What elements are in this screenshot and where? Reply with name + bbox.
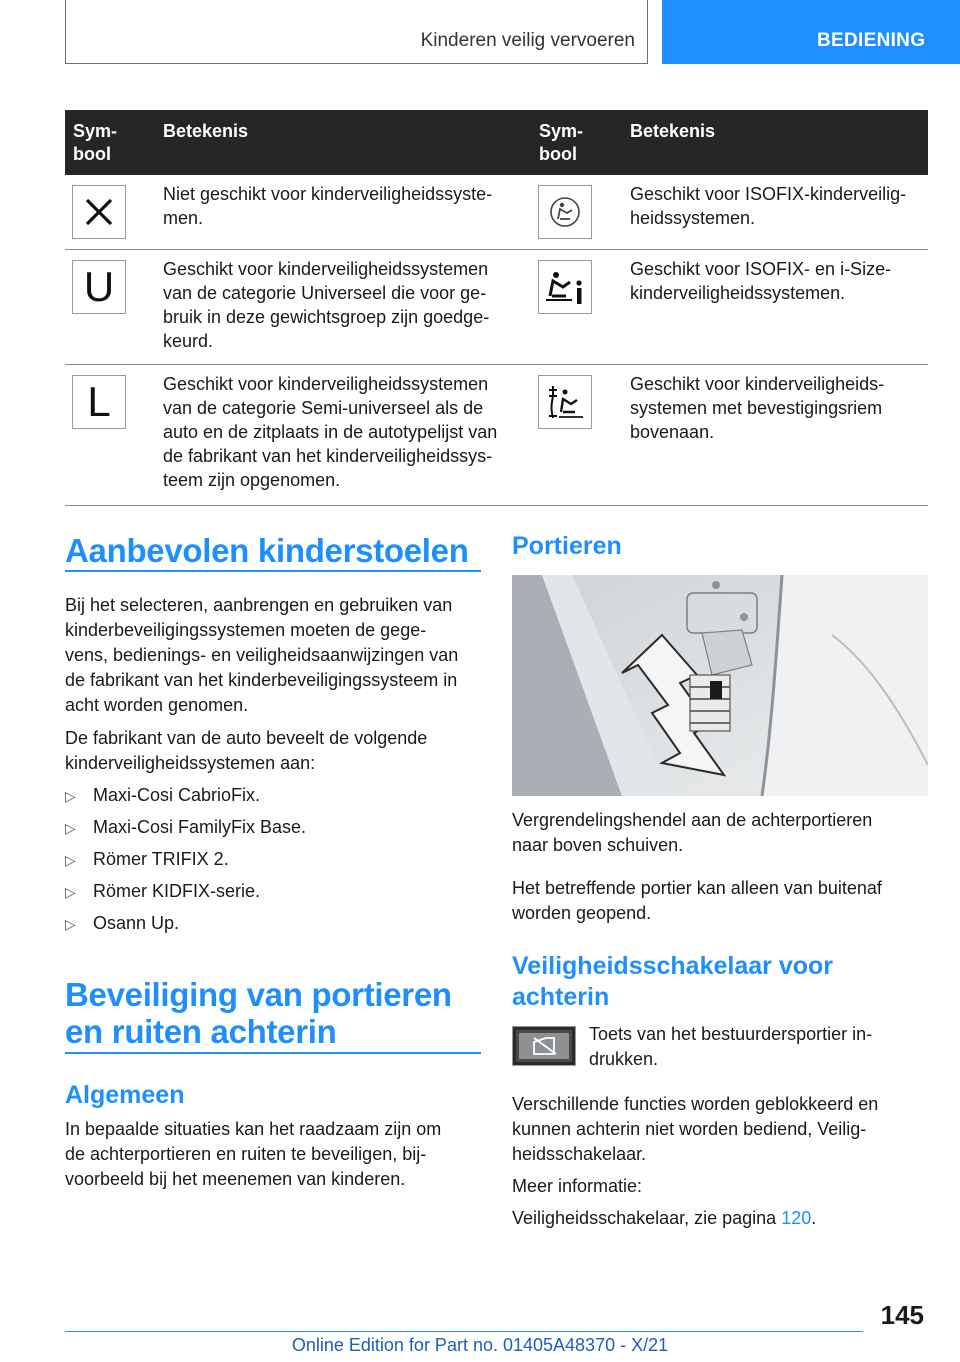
paragraph-press-button: Toets van het bestuurdersportier in- drukken. (589, 1024, 873, 1069)
paragraph-door-caption: Vergrendelingshendel aan de achterportieren naar boven schuiven. (512, 810, 873, 855)
paragraph-more-info: Meer informatie: (512, 1176, 643, 1196)
list-item: ▷ Maxi-Cosi FamilyFix Base. (65, 815, 306, 841)
top-tether-icon (538, 375, 592, 429)
heading-rule (65, 570, 481, 572)
heading-rule (65, 1052, 481, 1054)
isofix-isize-icon (538, 260, 592, 314)
heading-door-window-security: Beveiliging van portieren en ruiten achterin (65, 976, 452, 1050)
triangle-bullet-icon: ▷ (65, 852, 76, 868)
heading-recommended-seats: Aanbevolen kinderstoelen (65, 532, 469, 569)
letter-l-icon: L (72, 375, 126, 429)
header-chapter-tab[interactable]: BEDIENING (662, 0, 960, 64)
table-row (65, 365, 928, 506)
page-number: 145 (880, 1300, 924, 1330)
footer-edition: Online Edition for Part no. 01405A48370 - X/21 (291, 1335, 669, 1355)
list-item: ▷ Römer TRIFIX 2. (65, 847, 229, 873)
list-item: ▷ Osann Up. (65, 911, 179, 937)
table-header (65, 110, 928, 175)
row-meaning: Niet geschikt voor kinderveiligheidssyste- men. (163, 184, 493, 228)
table-row (65, 175, 928, 250)
door-lock-lever-image (512, 575, 928, 796)
row-meaning: Geschikt voor kinderveiligheidssystemen van de categorie Universeel die voor ge- bruik in deze gewichtsgroep zijn goedge- keurd. (163, 259, 490, 351)
header-section-title: Kinderen veilig vervoeren (420, 30, 635, 51)
row-meaning: Geschikt voor ISOFIX-kinderveilig- heidssystemen. (630, 184, 907, 228)
letter-u-icon: U (72, 260, 126, 314)
paragraph-general: In bepaalde situaties kan het raadzaam zijn om de achterportieren en ruiten te beveiligen, bij- voorbeeld bij het meenemen van kinderen. (65, 1119, 442, 1189)
col-header-meaning: Betekenis (163, 121, 249, 141)
row-meaning: Geschikt voor ISOFIX- en i-Size- kinderveiligheidssystemen. (630, 259, 892, 303)
footer-rule (65, 1331, 863, 1332)
heading-general: Algemeen (65, 1081, 185, 1109)
list-item: ▷ Maxi-Cosi CabrioFix. (65, 783, 260, 809)
paragraph-recommendation: De fabrikant van de auto beveelt de volgende kinderveiligheidssystemen aan: (65, 728, 428, 773)
paragraph-cross-reference: Veiligheidsschakelaar, zie pagina 120. (512, 1208, 817, 1228)
triangle-bullet-icon: ▷ (65, 884, 76, 900)
triangle-bullet-icon: ▷ (65, 916, 76, 932)
col-header-symbol: Sym- bool (73, 121, 118, 165)
triangle-bullet-icon: ▷ (65, 820, 76, 836)
col-header-meaning-2: Betekenis (630, 121, 716, 141)
isofix-icon (538, 185, 592, 239)
paragraph-outside-open: Het betreffende portier kan alleen van buitenaf worden geopend. (512, 878, 882, 923)
page-link[interactable]: 120 (781, 1208, 812, 1228)
triangle-bullet-icon: ▷ (65, 788, 76, 804)
window-lock-button-icon (512, 1026, 576, 1066)
table-row (65, 250, 928, 365)
heading-doors: Portieren (512, 532, 622, 560)
cross-icon (72, 185, 126, 239)
symbol-table (65, 110, 928, 506)
paragraph-functions-blocked: Verschillende functies worden geblokkeerd en kunnen achterin niet worden bediend, Veilig- heidsschakelaar. (512, 1094, 879, 1164)
col-header-symbol-2: Sym- bool (539, 121, 584, 165)
row-meaning: Geschikt voor kinderveiligheidssystemen van de categorie Semi-universeel als de auto en de zitplaats in de autotypelijst van de fabrikant van het kinderveiligheidssys- teem zijn opgenomen. (163, 374, 498, 490)
paragraph-instructions: Bij het selecteren, aanbrengen en gebruiken van kinderbeveiligingssystemen moeten de gege- vens, bedienings- en veiligheidsaanwijzingen van de fabrikant van het kinderbeveiligingssysteem in acht worden genomen. (65, 595, 459, 715)
heading-safety-switch: Veiligheidsschakelaar voor achterin (512, 952, 833, 1011)
list-item: ▷ Römer KIDFIX-serie. (65, 879, 260, 905)
row-meaning: Geschikt voor kinderveiligheids- systemen met bevestigingsriem bovenaan. (630, 374, 885, 442)
